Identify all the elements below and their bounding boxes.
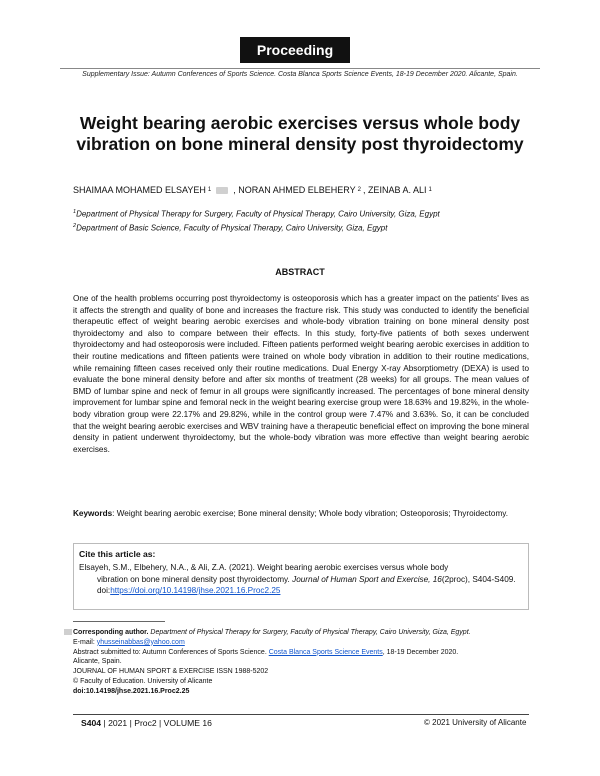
location-line: Alicante, Spain. xyxy=(73,658,122,666)
title-line-2: vibration on bone mineral density post thyroidectomy xyxy=(76,134,524,154)
corresponding-label: Corresponding author. xyxy=(73,629,149,636)
footer-copyright: © 2021 University of Alicante xyxy=(424,718,527,727)
email-label: E-mail: xyxy=(73,638,97,646)
citation-continued xyxy=(79,574,523,597)
doi-line xyxy=(73,687,543,697)
title-line-1: Weight bearing aerobic exercises versus whole body xyxy=(79,113,521,133)
submitted-suffix: , 18-19 December 2020. xyxy=(382,648,459,656)
article-title xyxy=(64,113,536,155)
citation-box xyxy=(73,543,529,610)
author-list xyxy=(73,185,533,195)
citation-doi-link[interactable]: https://doi.org/10.14198/jhse.2021.16.Proc2.25 xyxy=(110,586,281,596)
affiliation-2-sup: 2 xyxy=(73,223,77,229)
citation-journal: Journal of Human Sport and Exercise, xyxy=(292,574,431,584)
keywords xyxy=(73,508,529,520)
author-3-name: , ZEINAB A. ALI xyxy=(362,185,427,195)
volume-info: | 2021 | Proc2 | VOLUME 16 xyxy=(101,718,212,728)
affiliation-1 xyxy=(73,209,533,219)
citation-issue-pages: (2proc), S404-S409. doi: xyxy=(97,574,516,596)
email-link[interactable]: yhusseinabbas@yahoo.com xyxy=(96,638,185,646)
envelope-icon xyxy=(216,187,228,194)
author-2-sup: 2 xyxy=(357,187,361,193)
author-1-sup: 1 xyxy=(207,187,212,193)
author-2-name: , NORAN AHMED ELBEHERY xyxy=(233,185,356,195)
submitted-prefix: Abstract submitted to: Autumn Conferences of Sports Science. xyxy=(73,648,269,656)
footnote xyxy=(73,628,543,697)
footer-rule xyxy=(73,714,529,715)
journal-issn-line: JOURNAL OF HUMAN SPORT & EXERCISE ISSN 1988-5202 xyxy=(73,668,269,676)
citation-volume: 16 xyxy=(432,574,442,584)
footer-page-info xyxy=(81,718,212,728)
abstract-heading: ABSTRACT xyxy=(275,267,325,277)
conference-link[interactable]: Costa Blanca Sports Science Events xyxy=(268,648,383,656)
affiliation-1-sup: 1 xyxy=(73,209,77,215)
author-3-sup: 1 xyxy=(428,187,432,193)
keywords-text: : Weight bearing aerobic exercise; Bone mineral density; Whole body vibration; Osteoporosis; Thyroidectomy. xyxy=(112,509,509,518)
corresponding-author xyxy=(73,628,543,638)
envelope-icon xyxy=(64,629,72,635)
proceeding-badge: Proceeding xyxy=(240,37,350,63)
citation-authors: Elsayeh, S.M., Elbehery, N.A., & Ali, Z.A. (2021). Weight bearing aerobic exercises versus whole body xyxy=(79,563,449,572)
email-line xyxy=(73,638,543,648)
supplementary-issue-note: Supplementary Issue: Autumn Conferences of Sports Science. Costa Blanca Sports Science Events, 18-19 December 2020. Alicante, Spain. xyxy=(60,68,540,78)
citation-text xyxy=(79,562,523,597)
abstract-body: One of the health problems occurring post thyroidectomy is osteoporosis which has a greater impact on the patients' lives as it affects the strength and quality of bone and increases the fracture risk. This study was conducted to identify the beneficial therapeutic effect of weight bearing aerobic exercises and whole-body vibration training on bone mineral density post thyroidectomy and also to compare between their effects. In this study, forty-five patients of both sexes underwent thyroidectomy and had osteoporosis were included. Fifteen patients performed weight bearing aerobic exercises in addition to their routine medications and fifteen patients were trained on whole body vibration in addition to their routine medications, while remaining fifteen cases received only their routine medications. Dual Energy X-ray Absorptiometry (DEXA) is used to evaluate the bone mineral density before and after six months of treatment (28 weeks) for all groups. The mean values of BMD of lumbar spine and neck of femur in all groups were significantly increased. The percentages of bone mineral density improvement for lumbar spine and femoral neck in the weight bearing exercise group were 18.63% and 19.82%, in the whole-body vibration group were 22.17% and 29.82%, while in the control group were 7.47% and 3.63%. So, it can be concluded that the weight bearing aerobic exercises and WBV training have a therapeutic beneficial effect on improving the bone mineral density in patient underwent thyroidectomy, but the whole-body vibration was more effective than weight bearing aerobic exercises. xyxy=(73,294,529,454)
corresponding-affiliation: Department of Physical Therapy for Surgery, Faculty of Physical Therapy, Cairo University, Giza, Egypt. xyxy=(150,629,471,636)
keywords-label: Keywords xyxy=(73,509,113,518)
citation-title-rest: vibration on bone mineral density post thyroidectomy. xyxy=(97,574,290,584)
footnote-rule xyxy=(73,621,165,622)
author-1-name: SHAIMAA MOHAMED ELSAYEH xyxy=(73,185,206,195)
doi-text: doi:10.14198/jhse.2021.16.Proc2.25 xyxy=(73,687,190,695)
page-number: S404 xyxy=(81,718,102,728)
affiliation-1-text: Department of Physical Therapy for Surgery, Faculty of Physical Therapy, Cairo University, Giza, Egypt xyxy=(76,209,440,219)
copyright-line: © Faculty of Education. University of Alicante xyxy=(73,677,213,685)
affiliation-2-text: Department of Basic Science, Faculty of Physical Therapy, Cairo University, Giza, Egypt xyxy=(76,223,388,233)
affiliation-2 xyxy=(73,223,533,233)
citation-heading: Cite this article as: xyxy=(79,549,156,559)
submitted-line xyxy=(73,648,543,658)
